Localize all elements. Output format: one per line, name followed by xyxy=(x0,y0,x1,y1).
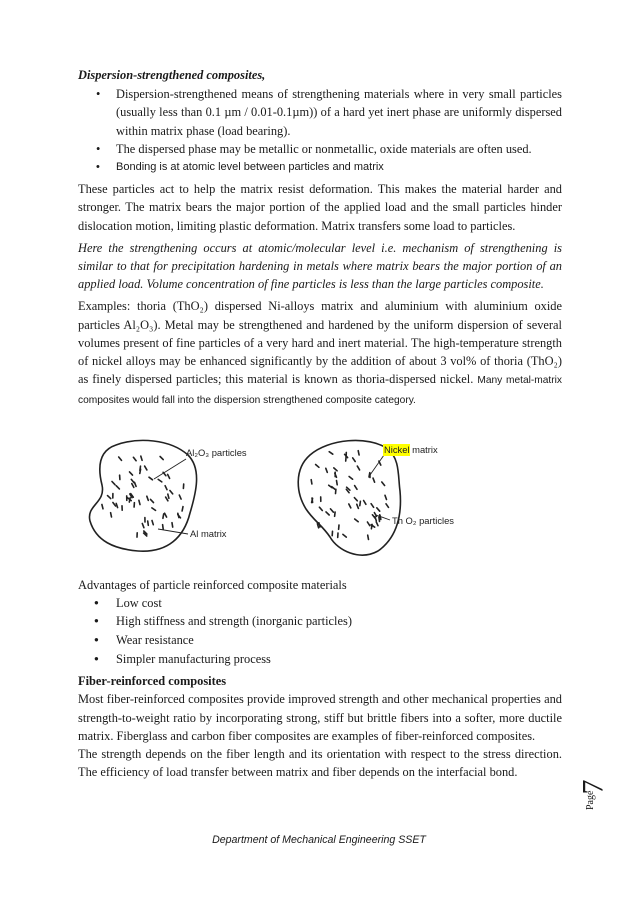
particle-mark xyxy=(367,522,369,526)
particle-mark xyxy=(149,477,153,480)
paragraph-examples xyxy=(78,297,562,410)
particle-mark xyxy=(102,504,103,508)
particle-mark xyxy=(364,500,366,504)
particle-mark xyxy=(130,472,133,475)
particle-mark xyxy=(375,516,376,520)
paragraph-strengthening-mechanism: Here the strengthening occurs at atomic/molecular level i.e. mechanism of strengthening is similar to that for precipitation hardening in metals where matrix bears the major portion of an applied load. Volume concentration of fine particles is less than the large particles composite. xyxy=(78,240,562,292)
particle-mark xyxy=(131,479,134,482)
page-content xyxy=(78,66,562,781)
nickel-matrix-label: Nickel matrix xyxy=(384,443,438,455)
particle-mark xyxy=(139,500,140,504)
advantages-intro: Advantages of particle reinforced composite materials xyxy=(78,577,347,592)
al-matrix-label: Al matrix xyxy=(190,527,227,539)
particle-mark xyxy=(343,534,346,537)
particle-mark xyxy=(335,512,336,516)
particle-mark xyxy=(170,490,173,493)
particle-mark xyxy=(108,495,111,498)
particle-mark xyxy=(113,502,116,506)
particle-mark xyxy=(172,522,173,526)
al2o3-particles-label: Al₂O₃ particles xyxy=(186,446,247,458)
particle-mark xyxy=(141,456,142,460)
particle-mark xyxy=(158,479,162,482)
particle-mark xyxy=(168,494,169,498)
particle-mark xyxy=(160,456,163,459)
examples-tail: Many metal-matrix composites would fall into the dispersion strengthened composite category. xyxy=(78,375,562,407)
bullet-item: • The dispersed phase may be metallic or nonmetallic, oxide materials are often used. xyxy=(116,140,562,158)
page-number xyxy=(576,772,613,828)
particle-mark xyxy=(319,507,322,510)
particle-mark xyxy=(360,501,361,505)
advantage-item: ● Simpler manufacturing process xyxy=(116,650,562,669)
particle-mark xyxy=(355,519,359,522)
particle-mark xyxy=(148,521,149,525)
particle-mark xyxy=(152,520,153,524)
particle-mark xyxy=(382,482,385,486)
particle-mark xyxy=(377,507,380,510)
particle-mark xyxy=(319,522,320,526)
heading-fiber-reinforced: Fiber-reinforced composites xyxy=(78,674,227,689)
particle-mark xyxy=(373,478,375,482)
footer-department: Department of Mechanical Engineering SSET xyxy=(212,834,426,846)
heading-dispersion-strengthened: Dispersion-strengthened composites, xyxy=(78,68,266,82)
particle-mark xyxy=(349,504,351,508)
particle-mark xyxy=(163,514,164,518)
particle-mark xyxy=(326,468,328,472)
particle-mark xyxy=(147,496,149,500)
advantage-item: ● High stiffness and strength (inorganic particles) xyxy=(116,612,562,631)
dispersion-bullet-list xyxy=(78,85,562,176)
bullet-item: • Dispersion-strengthened means of strengthening materials where in very small particles (usually less than 0.1 µm / 0.01-0.1µm)) of a hard yet inert phase are uniformly dispersed within matrix phase (load bearing). xyxy=(116,85,562,140)
particle-mark xyxy=(165,485,167,489)
particle-mark xyxy=(385,495,387,499)
particle-mark xyxy=(316,464,319,467)
particle-mark xyxy=(349,476,353,479)
particle-mark xyxy=(145,466,147,470)
particle-mark xyxy=(329,451,333,454)
particle-mark xyxy=(179,495,181,499)
al-matrix-blob xyxy=(89,440,196,551)
particle-mark xyxy=(166,497,168,501)
dispersion-figure xyxy=(78,433,562,566)
page-number-value: 7 xyxy=(576,779,610,795)
particle-mark xyxy=(386,503,389,507)
particle-mark xyxy=(355,485,357,489)
particle-mark xyxy=(374,512,376,516)
tho2-particles-label: Th O₂ particles xyxy=(392,514,454,526)
particle-mark xyxy=(151,499,154,502)
particle-mark xyxy=(353,458,356,462)
particle-mark xyxy=(133,457,136,461)
particle-mark xyxy=(376,521,378,525)
advantages-list xyxy=(78,594,562,668)
particle-mark xyxy=(112,481,115,484)
bullet-item: • Bonding is at atomic level between particles and matrix xyxy=(116,158,562,176)
particle-mark xyxy=(182,506,183,510)
particle-mark xyxy=(168,474,170,478)
advantage-item: ● Low cost xyxy=(116,594,562,613)
particle-mark xyxy=(357,504,359,508)
paragraph-fiber-1: Most fiber-reinforced composites provide improved strength and other mechanical properties and strength-to-weight ratio by incorporating strong, stiff but brittle fibers into a softer, more ductile matrix. Fiberglass and carbon fiber composites are examples of fiber-reinforced composites. xyxy=(78,692,562,743)
paragraph-fiber-2: The strength depends on the fiber length and its orientation with respect to the stress direction. The efficiency of load transfer between matrix and fiber depends on the interfacial bond. xyxy=(78,747,562,780)
advantage-item: ● Wear resistance xyxy=(116,631,562,650)
particle-mark xyxy=(119,457,122,460)
dispersion-diagram xyxy=(78,433,562,566)
particle-mark xyxy=(111,512,112,516)
particle-mark xyxy=(163,524,164,528)
particle-mark xyxy=(329,485,332,488)
particle-mark xyxy=(334,468,337,471)
particle-mark xyxy=(312,498,313,502)
examples-text: Examples: thoria (ThO₂) dispersed Ni-alloys matrix and aluminium with aluminium oxide particles Al₂O₃). Metal may be strengthened and hardened by the uniform dispersion of several volumes present of fine particles of a very hard and inert material. The high-temperature strength of nickel alloys may be enhanced significantly by the addition of about 3 vol% of thoria (ThO₂) as finely dispersed particles; this material is known as thoria-dispersed nickel. xyxy=(78,299,562,387)
particle-mark xyxy=(358,450,359,454)
page-word: Page xyxy=(585,790,596,810)
particle-mark xyxy=(165,513,167,517)
particle-mark xyxy=(379,517,380,521)
particle-mark xyxy=(311,479,312,483)
particle-mark xyxy=(368,535,369,539)
particle-mark xyxy=(132,483,134,487)
particle-mark xyxy=(357,466,359,470)
tho2-particles xyxy=(311,450,388,539)
particle-mark xyxy=(337,480,338,484)
particle-mark xyxy=(152,508,156,511)
particle-mark xyxy=(129,497,130,501)
particle-mark xyxy=(116,485,119,488)
particle-mark xyxy=(371,503,374,507)
particle-mark xyxy=(326,512,329,515)
particle-mark xyxy=(354,497,357,500)
paragraph-particles-resist: These particles act to help the matrix resist deformation. This makes the material harder and stronger. The matrix bears the major portion of the applied load and the small particles hinder dislocation motion, limiting plastic deformation. Matrix transfers some load to particles. xyxy=(78,182,562,233)
particle-mark xyxy=(116,503,117,507)
particle-mark xyxy=(369,472,370,476)
particle-mark xyxy=(140,466,141,470)
particle-mark xyxy=(142,523,144,527)
particle-mark xyxy=(331,509,334,512)
